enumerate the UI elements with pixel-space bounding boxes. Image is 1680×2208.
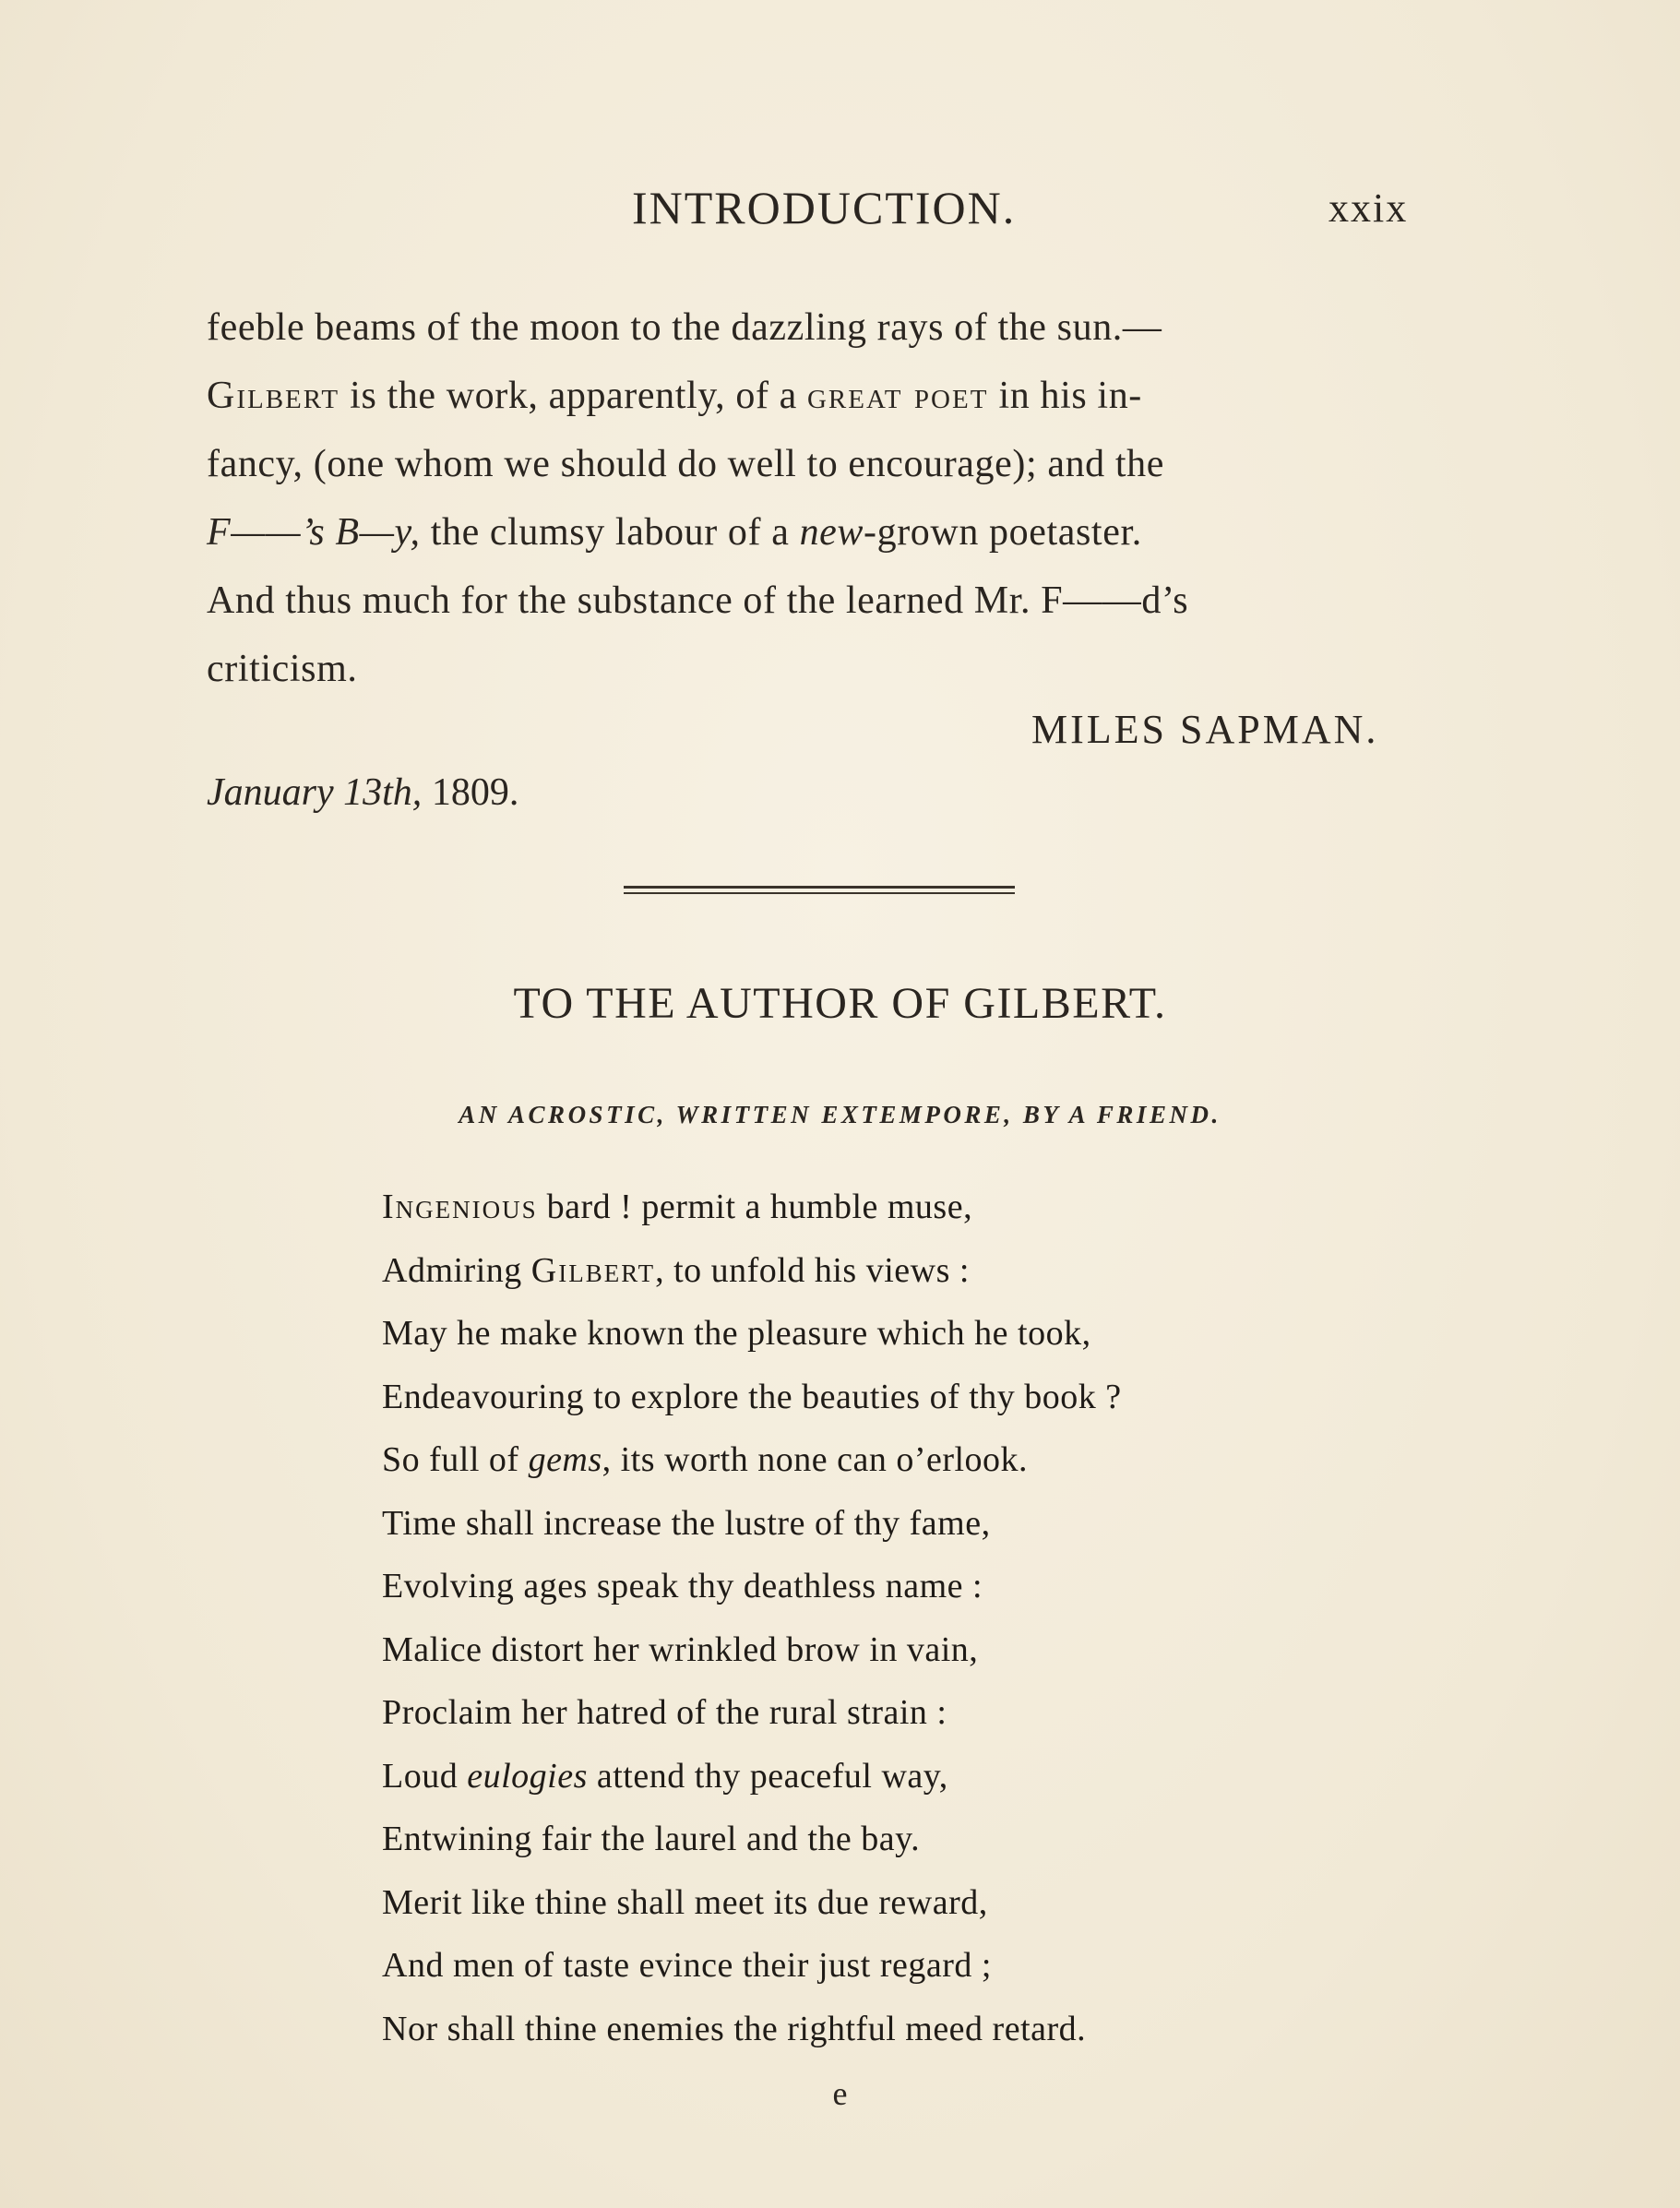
poem-smallcaps: Gilbert — [530, 1250, 656, 1290]
poem-line: And men of taste evince their just regard ; — [382, 1946, 992, 1985]
signature-row — [0, 706, 1680, 780]
poem-text: bard ! permit a humble muse, — [537, 1188, 973, 1226]
signature-mark: e — [832, 2075, 848, 2112]
prose-line — [207, 362, 1424, 430]
poem-line — [382, 1239, 1122, 1303]
page-header — [0, 181, 1680, 245]
date-day-text: 13th, — [343, 771, 423, 814]
poem-text: So full of — [382, 1440, 529, 1479]
prose-line — [207, 635, 1424, 703]
poem-italic: gems — [528, 1440, 602, 1479]
poem-line: Malice distort her wrinkled brow in vain, — [382, 1629, 979, 1669]
poem-line — [382, 1745, 1122, 1808]
prose-text: fancy, (one whom we should do well to encourage); and the — [207, 443, 1164, 485]
poem-line: Entwining fair the laurel and the bay. — [382, 1820, 921, 1858]
date-year: 1809. — [422, 771, 519, 814]
poem-text: Loud — [382, 1756, 468, 1796]
author-signature: MILES SAPMAN. — [1031, 707, 1379, 752]
section-rule-lower — [624, 892, 1015, 894]
poem-subtitle: AN ACROSTIC, WRITTEN EXTEMPORE, BY A FRIEND. — [459, 1101, 1221, 1128]
poem-line — [382, 1176, 1122, 1239]
poem-italic: eulogies — [467, 1756, 588, 1796]
poem-line: Nor shall thine enemies the rightful meed retard. — [382, 2009, 1087, 2048]
prose-text: in his in- — [988, 375, 1142, 417]
prose-text: criticism. — [207, 648, 358, 690]
prose-italic: new — [799, 511, 864, 554]
acrostic-poem — [382, 1176, 1122, 2060]
prose-line — [207, 430, 1424, 498]
prose-text: feeble beams of the moon to the dazzling rays of the sun.— — [207, 306, 1162, 349]
prose-line — [207, 498, 1424, 567]
date-month: January — [207, 771, 334, 814]
poem-text: , its worth none can o’erlook. — [602, 1440, 1029, 1479]
poem-smallcaps: Ingenious — [382, 1188, 538, 1226]
prose-smallcaps: Gilbert — [207, 375, 340, 417]
prose-text: -grown poetaster. — [864, 511, 1142, 554]
poem-line — [382, 1428, 1122, 1492]
poem-text: Admiring — [382, 1250, 531, 1290]
prose-italic: F——’s B—y, — [207, 511, 421, 554]
prose-line — [207, 293, 1424, 362]
date-day — [343, 771, 422, 814]
prose-text: the clumsy labour of a — [420, 511, 800, 554]
poem-title: TO THE AUTHOR OF GILBERT. — [513, 979, 1167, 1028]
poem-line: May he make known the pleasure which he took, — [382, 1314, 1091, 1353]
poem-text: , to unfold his views : — [655, 1250, 970, 1290]
prose-paragraph — [207, 293, 1424, 703]
prose-text: is the work, apparently, of a — [340, 375, 807, 417]
poem-text: attend thy peaceful way, — [587, 1756, 948, 1796]
date-line — [207, 770, 518, 815]
poem-line: Time shall increase the lustre of thy fame, — [382, 1503, 991, 1543]
section-rule-upper — [624, 886, 1015, 889]
poem-line: Endeavouring to explore the beauties of thy book ? — [382, 1377, 1122, 1416]
prose-smallcaps: great poet — [806, 375, 989, 417]
running-title: INTRODUCTION. — [632, 182, 1017, 233]
poem-line: Merit like thine shall meet its due reward, — [382, 1882, 988, 1922]
poem-line: Evolving ages speak thy deathless name : — [382, 1567, 983, 1605]
poem-line: Proclaim her hatred of the rural strain : — [382, 1693, 947, 1732]
prose-text: And thus much for the substance of the learned Mr. F——d’s — [207, 579, 1189, 622]
prose-line — [207, 567, 1424, 635]
page-number: xxix — [1329, 185, 1409, 231]
